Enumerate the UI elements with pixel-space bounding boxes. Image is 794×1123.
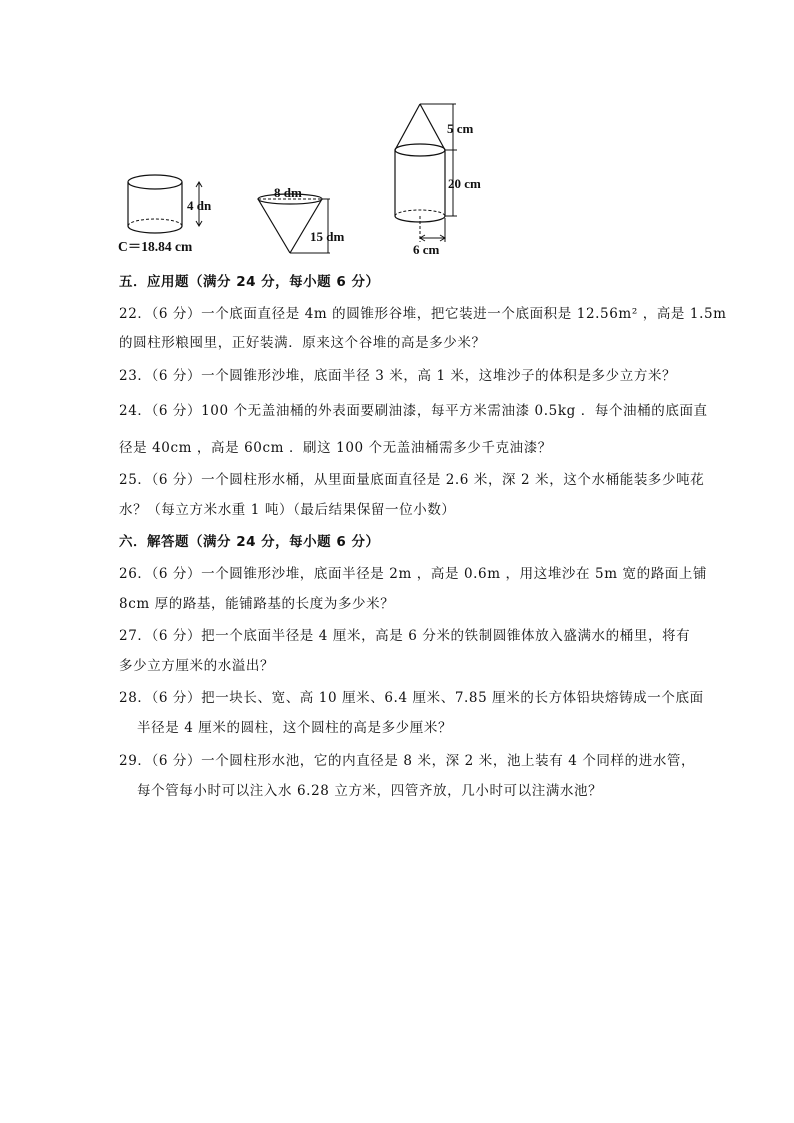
question-25-line-1: 25．（6 分）一个圆柱形水桶，从里面量底面直径是 2.6 米，深 2 米，这个水桶能装多少吨花 (119, 472, 705, 488)
cylinder-top-ellipse (128, 175, 182, 189)
section-6-heading: 六．解答题（满分 24 分，每小题 6 分） (119, 534, 380, 550)
question-24-line-2: 径是 40cm ，高是 60cm ．刷这 100 个无盖油桶需多少千克油漆？ (119, 440, 552, 456)
cone-diameter-label: 8 dm (274, 185, 302, 200)
question-29-line-2: 每个管每小时可以注入水 6.28 立方米，四管齐放，几小时可以注满水池？ (137, 783, 603, 799)
question-24-line-1: 24．（6 分）100 个无盖油桶的外表面要刷油漆，每平方米需油漆 0.5kg ．每个油桶的底面直 (119, 403, 708, 419)
cone-cylinder-figure (380, 100, 500, 260)
cylinder-top-ellipse (395, 144, 445, 156)
cone-apex-right (420, 104, 445, 150)
cylinder-bottom-back (395, 210, 445, 216)
cone-height-label: 15 dm (310, 229, 345, 244)
radius-label: 6 cm (413, 242, 440, 257)
cylinder-circumference-label: C＝18.84 cm (118, 239, 193, 254)
cone-left-side (258, 199, 290, 253)
question-26-line-2: 8cm 厚的路基，能铺路基的长度为多少米？ (119, 596, 395, 612)
cylinder-figure (115, 168, 225, 258)
question-28-line-2: 半径是 4 厘米的圆柱，这个圆柱的高是多少厘米？ (137, 720, 453, 736)
question-25-line-2: 水？（每立方米水重 1 吨）（最后结果保留一位小数） (119, 502, 456, 518)
question-22-line-1: 22．（6 分）一个底面直径是 4m 的圆锥形谷堆，把它装进一个底面积是 12.56m² ，高是 1.5m (119, 306, 727, 322)
question-23-line-1: 23．（6 分）一个圆锥形沙堆，底面半径 3 米，高 1 米，这堆沙子的体积是多少立方米？ (119, 368, 677, 384)
cylinder-height-label: 20 cm (448, 176, 481, 191)
section-5-heading: 五．应用题（满分 24 分，每小题 6 分） (119, 274, 380, 290)
question-26-line-1: 26．（6 分）一个圆锥形沙堆，底面半径是 2m ，高是 0.6m ，用这堆沙在 5m 宽的路面上铺 (119, 566, 708, 582)
question-22-line-2: 的圆柱形粮囤里，正好装满．原来这个谷堆的高是多少米？ (119, 335, 486, 351)
cone-height-label: 5 cm (447, 121, 474, 136)
cylinder-height-label: 4 dn (187, 198, 212, 213)
cone-right-side (290, 199, 322, 253)
cone-apex-left (395, 104, 420, 150)
cylinder-bottom-back (128, 219, 182, 226)
question-29-line-1: 29．（6 分）一个圆柱形水池，它的内直径是 8 米，深 2 米，池上装有 4 个同样的进水管， (119, 753, 696, 769)
question-28-line-1: 28．（6 分）把一块长、宽、高 10 厘米、6.4 厘米、7.85 厘米的长方体铅块熔铸成一个底面 (119, 690, 704, 706)
question-27-line-1: 27．（6 分）把一个底面半径是 4 厘米，高是 6 分米的铁制圆锥体放入盛满水的桶里，将有 (119, 628, 691, 644)
cone-figure (250, 185, 360, 260)
question-27-line-2: 多少立方厘米的水溢出？ (119, 658, 275, 674)
cylinder-bottom-front (128, 226, 182, 233)
